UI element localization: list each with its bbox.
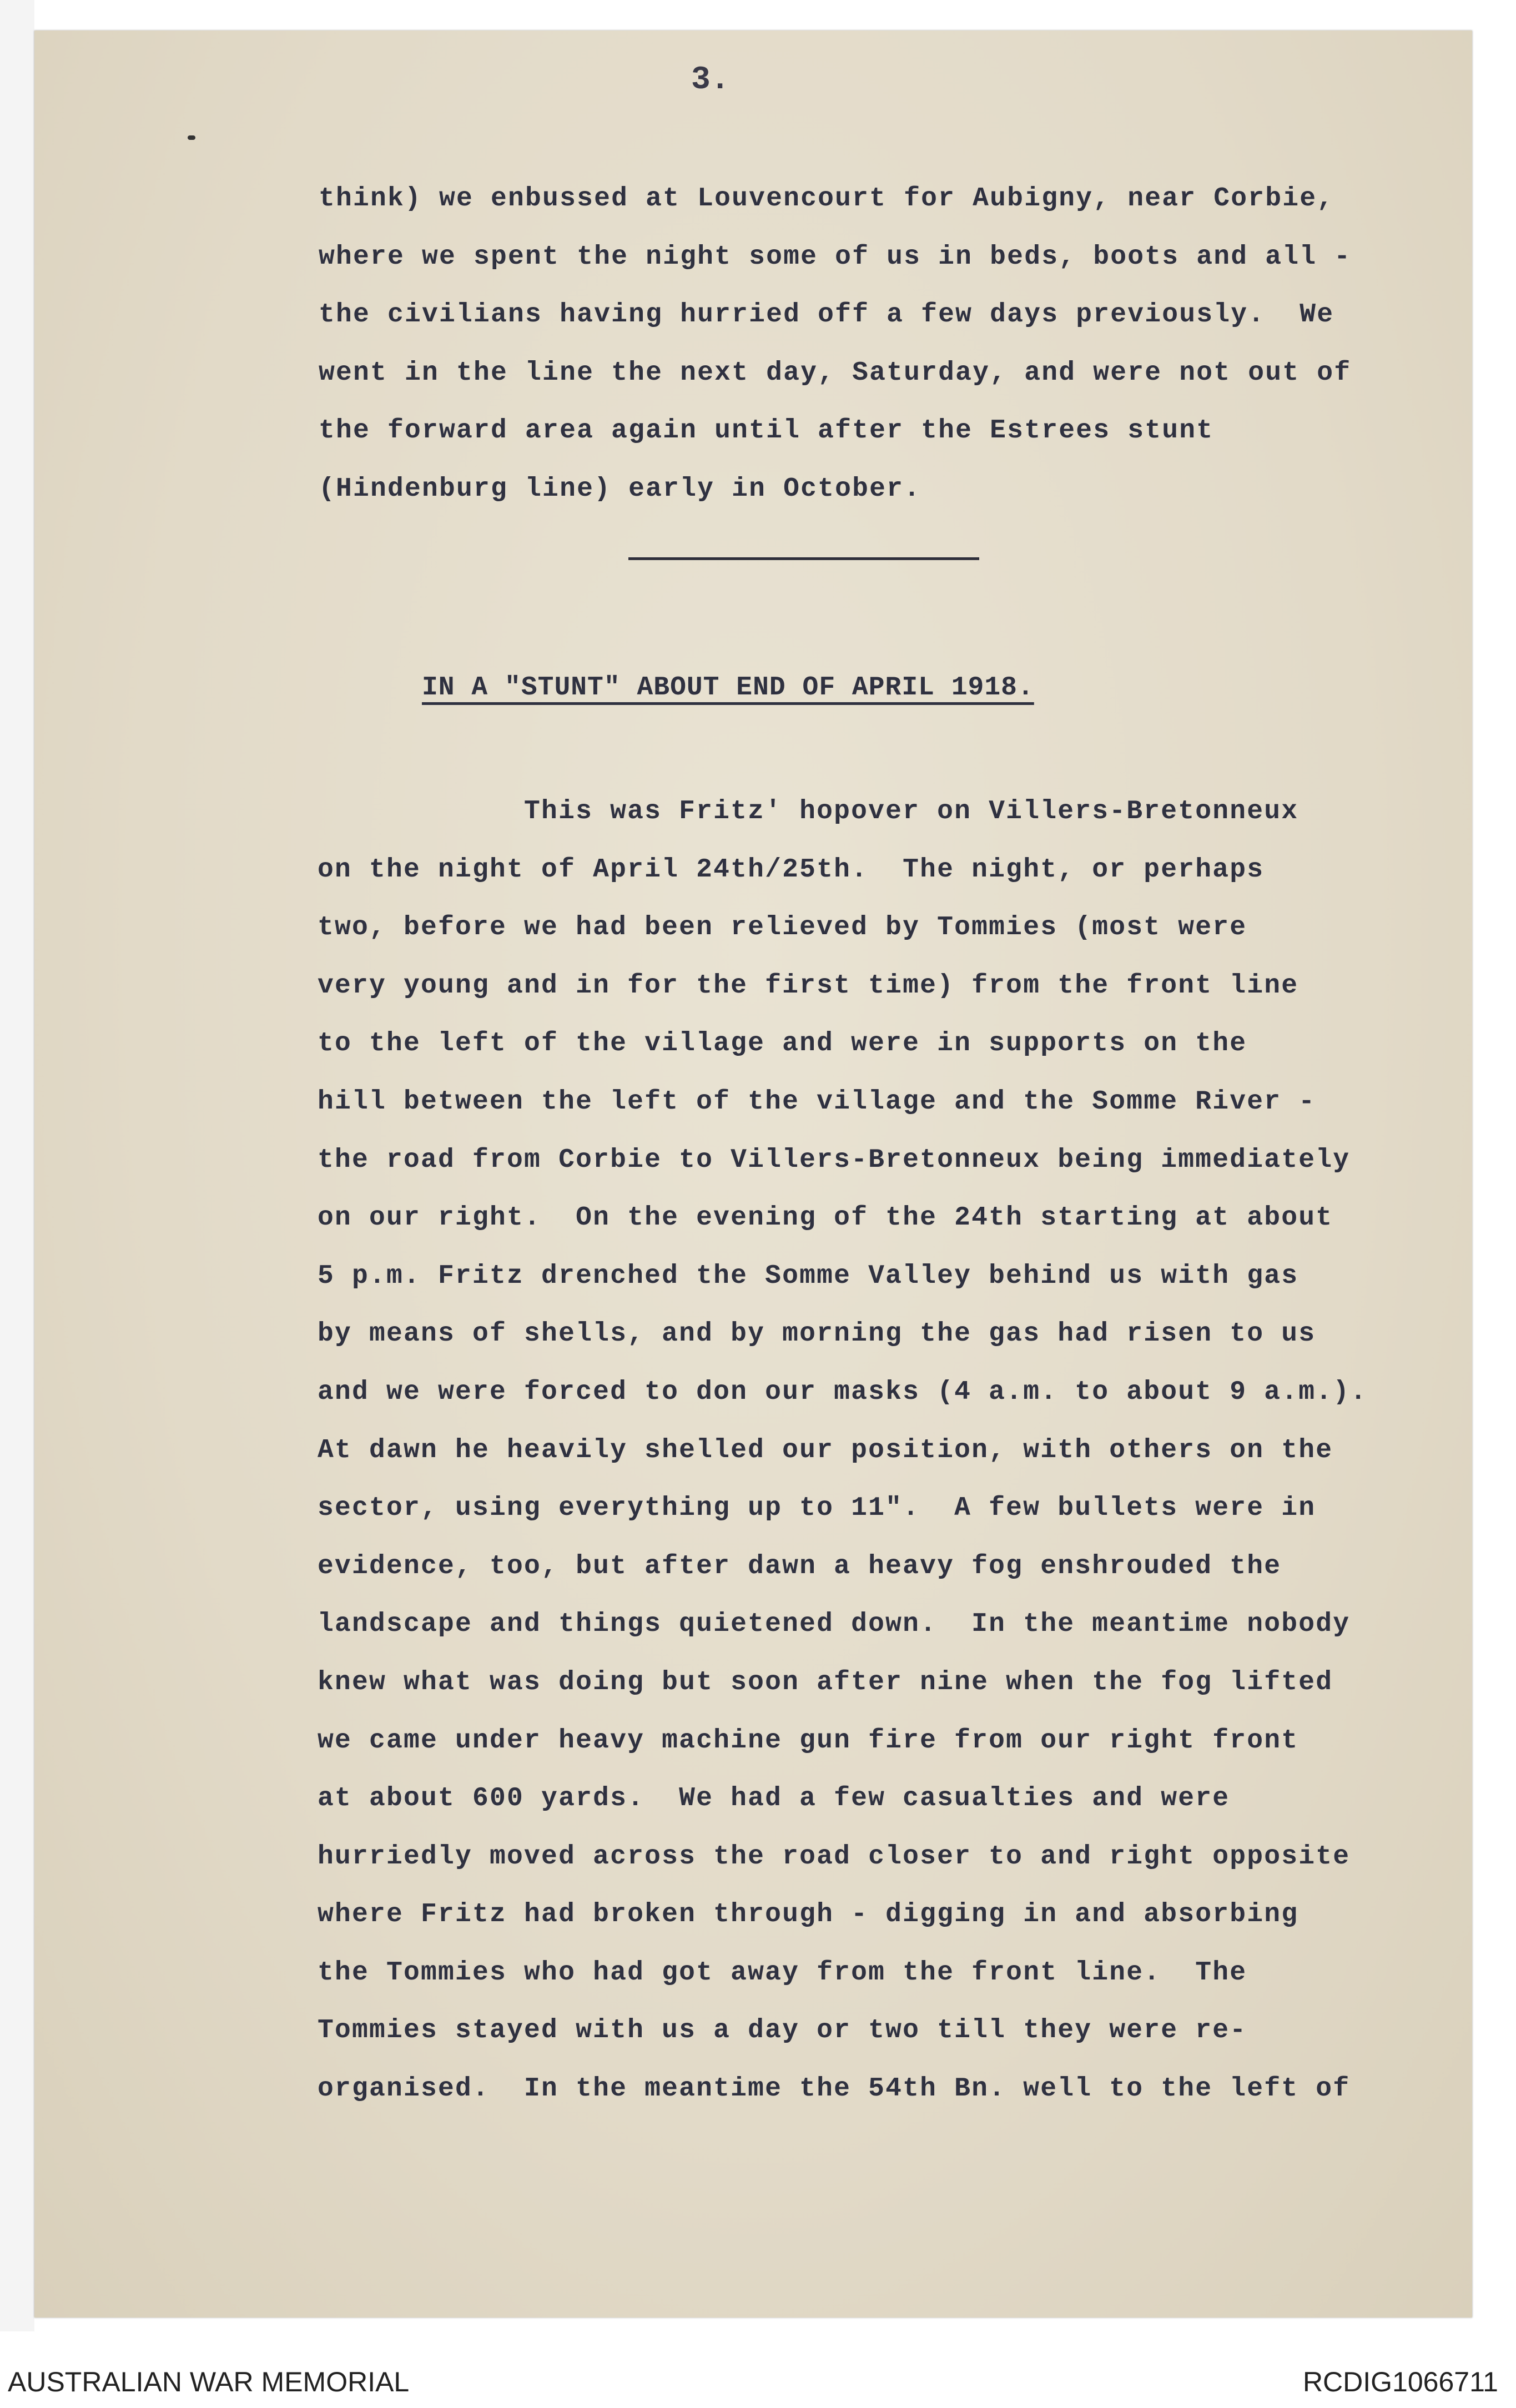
text-line: This was Fritz' hopover on Villers-Bretonneux bbox=[318, 797, 1299, 827]
text-line: landscape and things quietened down. In the meantime nobody bbox=[318, 1609, 1351, 1640]
footer-archive-name: AUSTRALIAN WAR MEMORIAL bbox=[8, 2366, 410, 2397]
text-line: where Fritz had broken through - digging in and absorbing bbox=[318, 1900, 1299, 1930]
text-line: organised. In the meantime the 54th Bn. well to the left of bbox=[318, 2074, 1351, 2104]
scan-margin bbox=[0, 0, 34, 2331]
ink-mark bbox=[188, 135, 195, 140]
text-line: two, before we had been relieved by Tommies (most were bbox=[318, 913, 1247, 943]
text-line: to the left of the village and were in supports on the bbox=[318, 1029, 1247, 1059]
text-line: the civilians having hurried off a few days previously. We bbox=[319, 300, 1334, 330]
text-line: on the night of April 24th/25th. The night, or perhaps bbox=[318, 854, 1265, 885]
text-line: went in the line the next day, Saturday, and were not out of bbox=[319, 357, 1352, 388]
text-line: the road from Corbie to Villers-Bretonneux being immediately bbox=[318, 1145, 1351, 1175]
top-paragraph bbox=[319, 170, 1351, 518]
text-line: Tommies stayed with us a day or two till they were re- bbox=[318, 2016, 1247, 2046]
text-line: think) we enbussed at Louvencourt for Aubigny, near Corbie, bbox=[319, 184, 1334, 214]
text-line: 5 p.m. Fritz drenched the Somme Valley behind us with gas bbox=[318, 1261, 1299, 1291]
text-line: hill between the left of the village and the Somme River - bbox=[318, 1086, 1316, 1117]
text-line: At dawn he heavily shelled our position, with others on the bbox=[318, 1435, 1333, 1465]
page-number: 3. bbox=[691, 62, 730, 98]
text-line: the forward area again until after the Estrees stunt bbox=[319, 416, 1214, 446]
text-line: by means of shells, and by morning the gas had risen to us bbox=[318, 1319, 1316, 1349]
section-divider bbox=[628, 557, 979, 560]
text-line: (Hindenburg line) early in October. bbox=[319, 473, 921, 504]
text-line: the Tommies who had got away from the front line. The bbox=[318, 1957, 1247, 1988]
section-body bbox=[318, 783, 1367, 2118]
text-line: at about 600 yards. We had a few casualties and were bbox=[318, 1784, 1230, 1814]
text-line: we came under heavy machine gun fire from our right front bbox=[318, 1725, 1299, 1756]
text-line: hurriedly moved across the road closer to and right opposite bbox=[318, 1841, 1351, 1872]
text-line: very young and in for the first time) from the front line bbox=[318, 970, 1299, 1001]
text-line: evidence, too, but after dawn a heavy fog enshrouded the bbox=[318, 1551, 1282, 1581]
text-line: sector, using everything up to 11". A few bullets were in bbox=[318, 1493, 1316, 1524]
footer-record-id: RCDIG1066711 bbox=[1302, 2366, 1498, 2397]
text-line: knew what was doing but soon after nine when the fog lifted bbox=[318, 1667, 1333, 1697]
section-heading: IN A "STUNT" ABOUT END OF APRIL 1918. bbox=[422, 673, 1034, 703]
text-line: where we spent the night some of us in beds, boots and all - bbox=[319, 241, 1352, 272]
text-line: and we were forced to don our masks (4 a.m. to about 9 a.m.). bbox=[318, 1377, 1368, 1407]
text-line: on our right. On the evening of the 24th starting at about bbox=[318, 1203, 1333, 1233]
